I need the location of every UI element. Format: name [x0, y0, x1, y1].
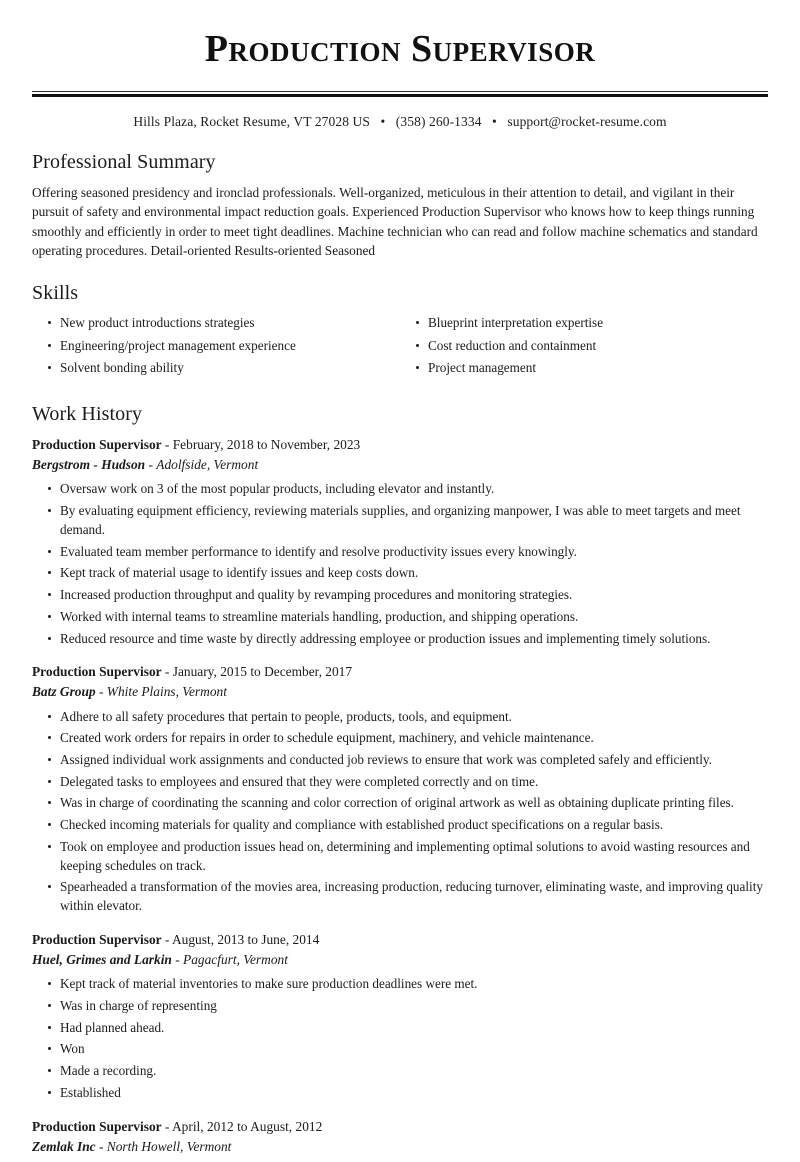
section-work-history — [32, 402, 768, 1157]
list-item: Made a recording. — [32, 1062, 768, 1081]
job-company-line — [32, 950, 768, 970]
list-item: Won — [32, 1040, 768, 1059]
list-item: Kept track of material inventories to make sure production deadlines were met. — [32, 975, 768, 994]
list-item: Was in charge of coordinating the scanning and color correction of original artwork as well as obtaining duplicate printing files. — [32, 794, 768, 813]
list-item: Evaluated team member performance to identify and resolve productivity issues every knowingly. — [32, 543, 768, 562]
job-company: Huel, Grimes and Larkin — [32, 951, 172, 967]
job-title: Production Supervisor — [32, 931, 162, 947]
divider-thick-rule — [32, 94, 768, 97]
list-item: Spearheaded a transformation of the movies area, increasing production, reducing turnover, eliminating waste, and improving quality within elevator. — [32, 878, 768, 915]
header-divider — [32, 91, 768, 97]
section-heading-work-history: Work History — [32, 403, 143, 426]
job-company-dash: - — [145, 457, 157, 473]
job-title-dash: - — [161, 931, 172, 947]
job-dates: April, 2012 to August, 2012 — [172, 1118, 323, 1134]
skills-column-right — [400, 314, 768, 382]
job-title: Production Supervisor — [32, 437, 162, 453]
job-title-line — [32, 662, 768, 682]
section-heading-skills: Skills — [32, 282, 79, 305]
contact-line — [32, 114, 768, 130]
job-company-dash: - — [171, 951, 184, 967]
work-history-entry — [32, 435, 768, 648]
job-title: Production Supervisor — [32, 664, 162, 680]
job-company-line — [32, 682, 768, 702]
skills-list-right — [400, 314, 768, 378]
job-company-line — [32, 455, 768, 475]
list-item: New product introductions strategies — [32, 314, 384, 333]
job-dates: February, 2018 to November, 2023 — [172, 437, 361, 453]
list-item: Checked incoming materials for quality and compliance with established product specifications on a regular basis. — [32, 816, 768, 835]
list-item: Cost reduction and containment — [400, 337, 768, 356]
list-item: Engineering/project management experience — [32, 337, 384, 356]
page-title: Production Supervisor — [204, 28, 596, 70]
job-title-dash: - — [161, 1118, 172, 1134]
job-bullet-list — [32, 708, 768, 916]
job-title-line — [32, 930, 768, 950]
list-item: Had planned ahead. — [32, 1019, 768, 1038]
list-item: Assigned individual work assignments and conducted job reviews to ensure that work was completed safely and efficiently. — [32, 751, 768, 770]
job-dates: August, 2013 to June, 2014 — [172, 931, 320, 947]
list-item: Worked with internal teams to streamline materials handling, production, and shipping operations. — [32, 608, 768, 627]
list-item: Reduced resource and time waste by directly addressing employee or production issues and implementing timely solutions. — [32, 630, 768, 649]
list-item: Kept track of material usage to identify issues and keep costs down. — [32, 564, 768, 583]
job-company-line — [32, 1137, 768, 1157]
section-heading-summary: Professional Summary — [32, 150, 216, 173]
contact-email[interactable]: support@rocket-resume.com — [507, 113, 667, 129]
contact-separator: • — [492, 113, 497, 129]
job-company-dash: - — [95, 1138, 107, 1154]
list-item: Adhere to all safety procedures that pertain to people, products, tools, and equipment. — [32, 708, 768, 727]
list-item: Blueprint interpretation expertise — [400, 314, 768, 333]
job-location: North Howell, Vermont — [106, 1138, 232, 1154]
skills-columns — [32, 314, 768, 382]
list-item: Created work orders for repairs in order to schedule equipment, machinery, and vehicle maintenance. — [32, 729, 768, 748]
job-dates: January, 2015 to December, 2017 — [172, 664, 353, 680]
section-professional-summary — [32, 150, 768, 261]
skills-list-left — [32, 314, 384, 378]
job-title-dash: - — [161, 664, 173, 680]
list-item: Increased production throughput and quality by revamping procedures and monitoring strategies. — [32, 586, 768, 605]
job-company: Bergstrom - Hudson — [32, 457, 146, 473]
work-history-entry — [32, 1117, 768, 1157]
list-item: By evaluating equipment efficiency, reviewing materials supplies, and organizing manpower, I was able to meet targets and meet demand. — [32, 502, 768, 539]
summary-text: Offering seasoned presidency and ironclad professionals. Well-organized, meticulous in their attention to detail, and vigilant in their pursuit of safety and environmental impact reduction goals. Experienced Production Supervisor who knows how to keep things running smoothly and efficiently in order to meet tight deadlines. Machine technician who can read and follow machine schematics and standard operating procedures. Detail-oriented Results-oriented Seasoned — [32, 184, 758, 259]
job-company: Batz Group — [32, 684, 96, 700]
job-bullet-list — [32, 480, 768, 648]
job-location: Pagacfurt, Vermont — [183, 951, 288, 967]
job-title-line — [32, 1117, 768, 1137]
contact-separator: • — [380, 113, 386, 129]
list-item: Established — [32, 1084, 768, 1103]
list-item: Project management — [400, 359, 768, 378]
job-company-dash: - — [95, 684, 107, 700]
job-location: Adolfside, Vermont — [156, 457, 259, 473]
list-item: Was in charge of representing — [32, 997, 768, 1016]
list-item: Took on employee and production issues head on, determining and implementing optimal solutions to avoid wasting resources and keeping schedules on track. — [32, 838, 768, 875]
skills-column-left — [32, 314, 400, 382]
work-history-entry — [32, 930, 768, 1103]
job-company: Zemlak Inc — [32, 1138, 96, 1154]
list-item: Delegated tasks to employees and ensured that they were completed correctly and on time. — [32, 773, 768, 792]
section-skills — [32, 281, 768, 382]
work-history-entry — [32, 662, 768, 916]
contact-address: Hills Plaza, Rocket Resume, VT 27028 US — [133, 113, 370, 129]
list-item: Solvent bonding ability — [32, 359, 384, 378]
contact-phone[interactable]: (358) 260-1334 — [395, 113, 482, 129]
job-location: White Plains, Vermont — [106, 684, 227, 700]
job-title: Production Supervisor — [32, 1118, 162, 1134]
list-item: Oversaw work on 3 of the most popular products, including elevator and instantly. — [32, 480, 768, 499]
job-title-line — [32, 435, 768, 455]
work-history-list — [32, 435, 768, 1157]
job-title-dash: - — [161, 437, 173, 453]
job-bullet-list — [32, 975, 768, 1102]
